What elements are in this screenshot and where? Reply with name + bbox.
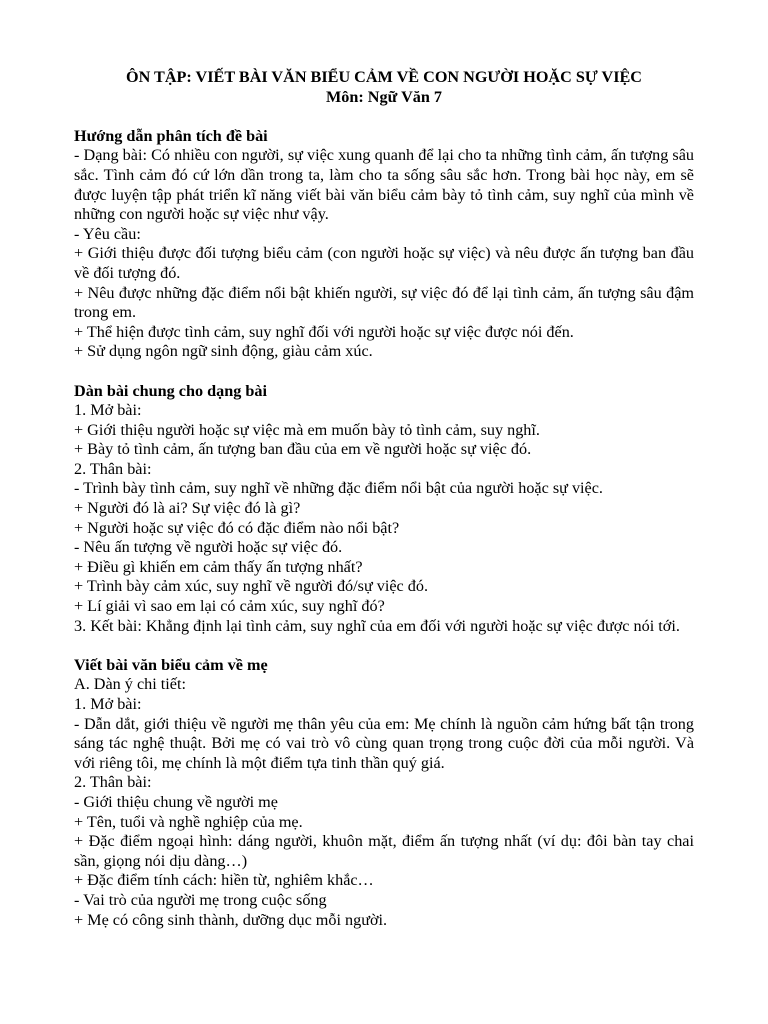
- paragraph-line: A. Dàn ý chi tiết:: [74, 675, 186, 694]
- paragraph-line: + Đặc điểm tính cách: hiền từ, nghiêm khắc…: [74, 871, 374, 890]
- document-subtitle: Môn: Ngữ Văn 7: [326, 87, 442, 106]
- section-essay-mother: [74, 656, 694, 930]
- spacer: [74, 636, 694, 656]
- spacer: [74, 362, 694, 382]
- paragraph-line: + Giới thiệu người hoặc sự việc mà em muốn bày tỏ tình cảm, suy nghĩ.: [74, 420, 540, 439]
- paragraph-line: + Người hoặc sự việc đó có đặc điểm nào nổi bật?: [74, 518, 400, 537]
- paragraph-line: + Sử dụng ngôn ngữ sinh động, giàu cảm xúc.: [74, 342, 373, 361]
- spacer: [74, 107, 694, 127]
- paragraph-line: 2. Thân bài:: [74, 459, 152, 478]
- document-title: ÔN TẬP: VIẾT BÀI VĂN BIỂU CẢM VỀ CON NGƯỜI HOẶC SỰ VIỆC: [126, 68, 642, 86]
- paragraph-line: + Trình bày cảm xúc, suy nghĩ về người đó/sự việc đó.: [74, 577, 429, 596]
- paragraph-line: + Giới thiệu được đối tượng biểu cảm (con người hoặc sự việc) và nêu được ấn tượng ban đầu về đối tượng đó.: [74, 244, 694, 282]
- section-outline: [74, 382, 694, 637]
- paragraph-line: 1. Mở bài:: [74, 695, 142, 713]
- paragraph-line: + Lí giải vì sao em lại có cảm xúc, suy nghĩ đó?: [74, 597, 385, 616]
- document-page: [74, 68, 694, 930]
- paragraph-line: - Dạng bài: Có nhiều con người, sự việc xung quanh để lại cho ta những tình cảm, ấn tượng sâu sắc. Tình cảm đó cứ lớn dần trong ta, làm cho ta sống sâu sắc hơn. Trong bài học này, em sẽ được luyện tập phát triển kĩ năng viết bài văn biểu cảm bày tỏ tình cảm, suy nghĩ của mình về những con người hoặc sự việc như vậy.: [74, 146, 694, 224]
- paragraph-line: + Bày tỏ tình cảm, ấn tượng ban đầu của em về người hoặc sự việc đó.: [74, 440, 532, 459]
- paragraph-line: 2. Thân bài:: [74, 773, 152, 792]
- paragraph-line: + Nêu được những đặc điểm nổi bật khiến người, sự việc đó để lại tình cảm, ấn tượng sâu đậm trong em.: [74, 283, 694, 322]
- paragraph-line: - Vai trò của người mẹ trong cuộc sống: [74, 890, 327, 909]
- paragraph-line: + Thể hiện được tình cảm, suy nghĩ đối với người hoặc sự việc được nói đến.: [74, 322, 574, 341]
- section-heading: Dàn bài chung cho dạng bài: [74, 381, 267, 400]
- paragraph-line: + Tên, tuổi và nghề nghiệp của mẹ.: [74, 812, 303, 831]
- paragraph-line: + Mẹ có công sinh thành, dưỡng dục mỗi người.: [74, 910, 388, 929]
- paragraph-line: 1. Mở bài:: [74, 401, 142, 420]
- section-heading: Viết bài văn biểu cảm về mẹ: [74, 655, 268, 674]
- paragraph-line: + Đặc điểm ngoại hình: dáng người, khuôn mặt, điểm ấn tượng nhất (ví dụ: đôi bàn tay chai sần, giọng nói dịu dàng…): [74, 832, 694, 870]
- paragraph-line: + Điều gì khiến em cảm thấy ấn tượng nhất?: [74, 557, 363, 576]
- paragraph-line: + Người đó là ai? Sự việc đó là gì?: [74, 499, 301, 518]
- section-heading: Hướng dẫn phân tích đề bài: [74, 126, 268, 145]
- paragraph-line: - Nêu ấn tượng về người hoặc sự việc đó.: [74, 538, 343, 557]
- section-analysis: [74, 127, 694, 362]
- paragraph-line: - Dẫn dắt, giới thiệu về người mẹ thân yêu của em: Mẹ chính là nguồn cảm hứng bất tận trong sáng tác nghệ thuật. Bởi mẹ có vai trò vô cùng quan trọng trong cuộc đời của mỗi người. Và với riêng tôi, mẹ chính là một điểm tựa tinh thần quý giá.: [74, 714, 694, 772]
- paragraph-line: - Yêu cầu:: [74, 224, 141, 243]
- paragraph-line: - Trình bày tình cảm, suy nghĩ về những đặc điểm nổi bật của người hoặc sự việc.: [74, 479, 603, 498]
- paragraph-line: - Giới thiệu chung về người mẹ: [74, 792, 278, 811]
- paragraph-line: 3. Kết bài: Khẳng định lại tình cảm, suy nghĩ của em đối với người hoặc sự việc được nói tới.: [74, 616, 680, 635]
